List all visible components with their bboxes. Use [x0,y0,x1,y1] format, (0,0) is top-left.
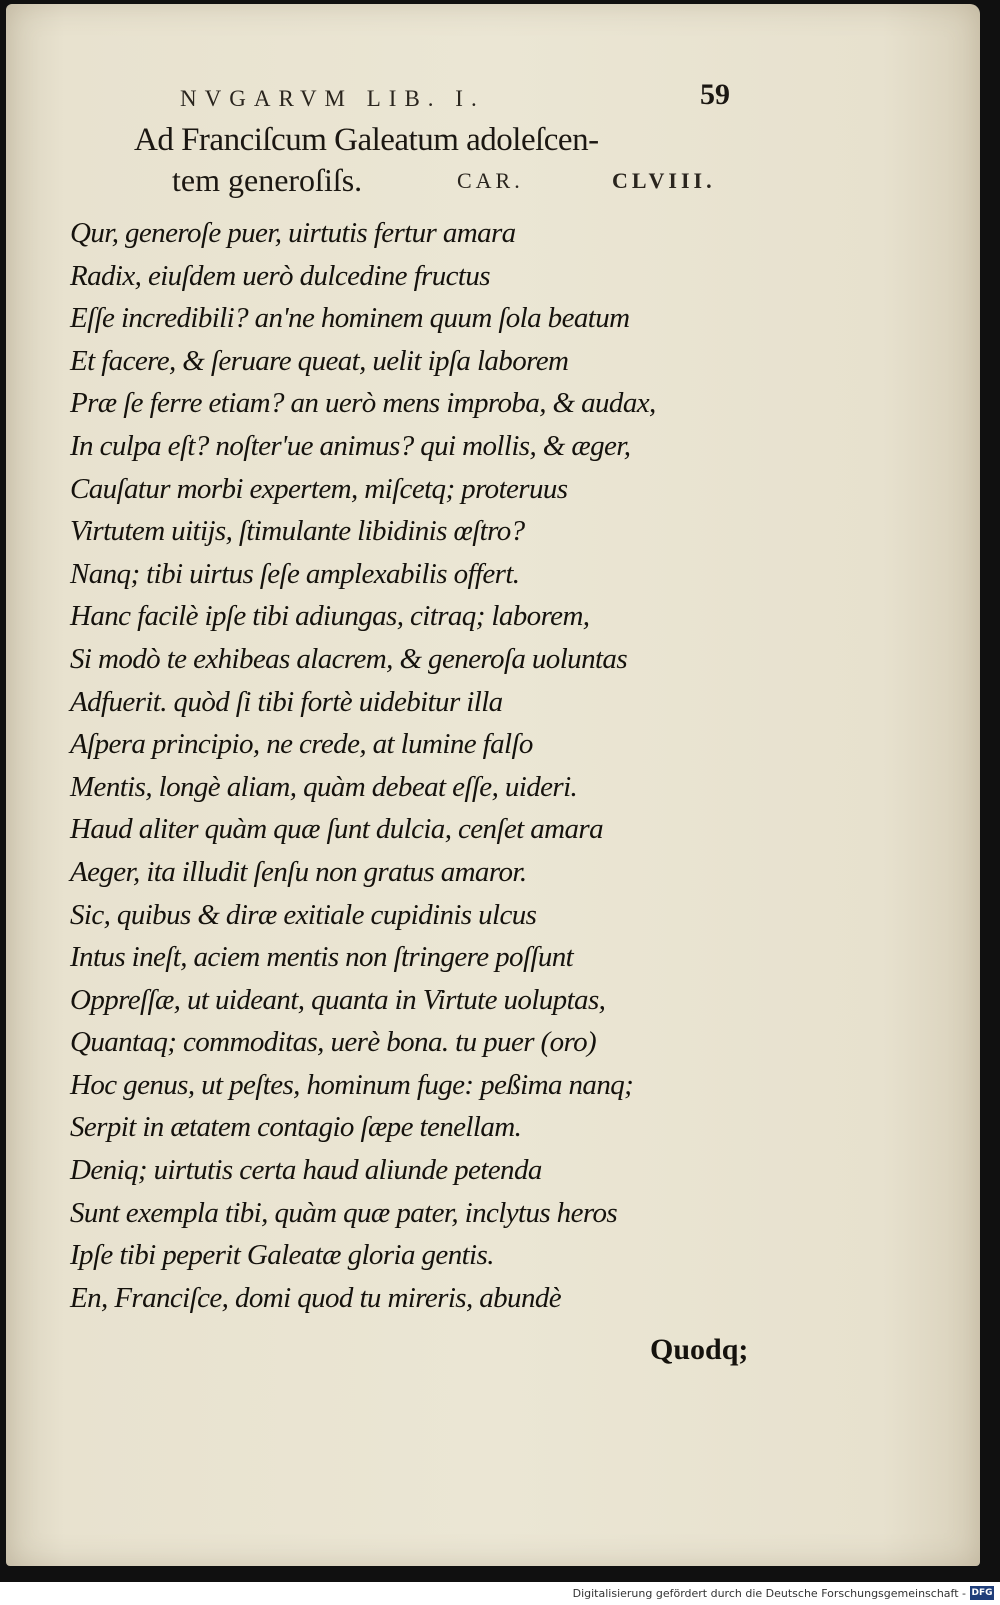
running-head: NVGARVM LIB. I. [180,86,485,111]
verse-line: Et facere, & ſeruare queat, uelit ipſa laborem [70,344,569,377]
poem-title-line-2 [172,162,732,202]
verse-line: Nanq; tibi uirtus ſeſe amplexabilis offert. [70,557,520,590]
verse-line: Aſpera principio, ne crede, at lumine falſo [70,728,533,761]
verse-line: Haud aliter quàm quæ ſunt dulcia, cenſet amara [70,813,604,846]
verse-line: Quantaq; commoditas, uerè bona. tu puer (oro) [70,1026,597,1059]
verse-line: Cauſatur morbi expertem, miſcetq; proteruus [70,472,568,505]
verse-line: In culpa eſt? noſter'ue animus? qui mollis, & æger, [70,429,631,462]
verse-line: Sunt exempla tibi, quàm quæ pater, inclytus heros [70,1196,618,1229]
poem-verse [70,212,770,1319]
verse-line: Hoc genus, ut peſtes, hominum fuge: peßima nanq; [70,1068,634,1101]
page-header [170,78,730,118]
verse-line: En, Franciſce, domi quod tu mireris, abundè [70,1281,562,1314]
carmen-label: CAR. [457,168,524,193]
verse-line: Sic, quibus & diræ exitiale cupidinis ulcus [70,898,537,931]
footer-credit: Digitalisierung gefördert durch die Deutsche Forschungsgemeinschaft - [572,1587,966,1600]
poem-title-line-2-text: tem generoſiſs. [172,162,363,198]
catchword: Quodq; [650,1333,749,1366]
carmen-number: CLVIII. [612,168,716,193]
poem-title-line-1: Ad Franciſcum Galeatum adoleſcen- [134,122,599,158]
verse-line: Deniq; uirtutis certa haud aliunde petenda [70,1154,542,1187]
verse-line: Si modò te exhibeas alacrem, & generoſa uoluntas [70,642,628,675]
verse-line: Intus ineſt, aciem mentis non ſtringere poſſunt [70,941,574,974]
verse-line: Adfuerit. quòd ſi tibi fortè uidebitur illa [70,685,503,718]
verse-line: Aeger, ita illudit ſenſu non gratus amaror. [70,855,527,888]
verse-line: Eſſe incredibili? an'ne hominem quum ſola beatum [70,302,630,335]
verse-line: Mentis, longè aliam, quàm debeat eſſe, uideri. [70,770,578,803]
verse-line: Qur, generoſe puer, uirtutis fertur amara [70,217,516,249]
verse-line: Radix, eiuſdem uerò dulcedine fructus [70,259,490,292]
page-number: 59 [700,78,730,111]
verse-line: Ipſe tibi peperit Galeatæ gloria gentis. [70,1239,494,1272]
verse-line: Præ ſe ferre etiam? an uerò mens improba, & audax, [70,387,656,420]
verse-line: Hanc facilè ipſe tibi adiungas, citraq; laborem, [70,600,590,633]
verse-line: Oppreſſæ, ut uideant, quanta in Virtute uoluptas, [70,983,606,1016]
verse-line: Virtutem uitijs, ſtimulante libidinis œſtro? [70,515,525,548]
verse-line: Serpit in ætatem contagio ſæpe tenellam. [70,1111,522,1144]
dfg-logo-icon: DFG [971,1588,993,1598]
